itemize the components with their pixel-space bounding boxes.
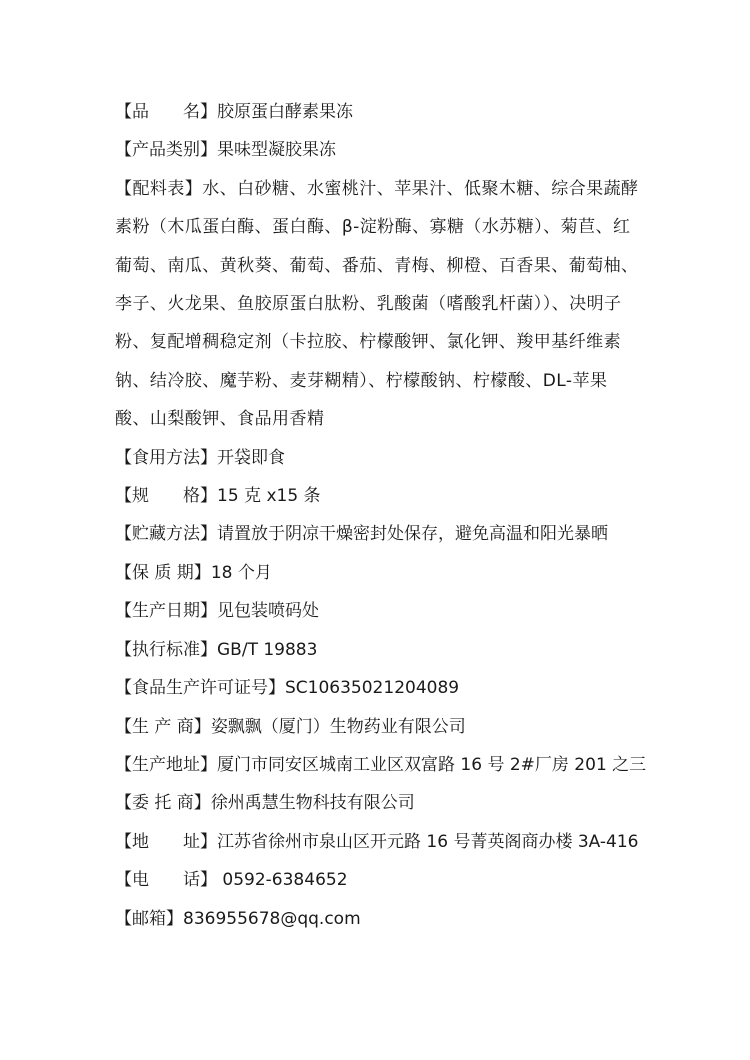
- field-product-name: [115, 93, 640, 131]
- field-label: 【贮藏方法】: [115, 524, 217, 545]
- field-label: 【邮箱】: [115, 908, 183, 929]
- field-value: GB/T 19883: [217, 639, 318, 660]
- field-usage: [115, 439, 640, 477]
- field-value: 果味型凝胶果冻: [217, 140, 336, 161]
- field-value: 姿飘飘（厦门）生物药业有限公司: [210, 716, 466, 737]
- field-label: 【生 产 商】: [115, 716, 211, 737]
- field-label: 【地 址】: [115, 831, 217, 852]
- field-value: 江苏省徐州市泉山区开元路 16 号菁英阁商办楼 3A-416: [217, 831, 639, 852]
- field-shelf-life: [115, 554, 640, 592]
- field-label: 【规 格】: [115, 486, 217, 507]
- field-value: 18 个月: [210, 562, 272, 583]
- product-label-document: [115, 93, 647, 938]
- field-label: 【保 质 期】: [115, 562, 211, 583]
- field-label: 【电 话】: [115, 870, 217, 891]
- field-value: 厦门市同安区城南工业区双富路 16 号 2#厂房 201 之三: [217, 754, 647, 775]
- field-value: 15 克 x15 条: [217, 486, 321, 507]
- field-label: 【委 托 商】: [115, 793, 211, 814]
- field-address: [115, 823, 640, 861]
- field-label: 【食品生产许可证号】: [115, 678, 285, 699]
- field-label: 【品 名】: [115, 102, 217, 122]
- field-production-address: [115, 746, 647, 784]
- field-value: 0592-6384652: [217, 870, 348, 891]
- field-value: 开袋即食: [217, 447, 285, 468]
- field-label: 【产品类别】: [115, 140, 217, 161]
- field-license-number: [115, 669, 640, 707]
- field-value: 请置放于阴凉干燥密封处保存，避免高温和阳光暴晒: [217, 524, 608, 545]
- field-value: SC10635021204089: [285, 678, 460, 699]
- field-storage: [115, 515, 640, 553]
- field-label: 【食用方法】: [115, 447, 217, 468]
- field-specification: [115, 477, 640, 515]
- field-production-date: [115, 592, 640, 630]
- field-label: 【生产地址】: [115, 754, 217, 775]
- field-label: 【配料表】: [115, 178, 203, 199]
- field-standard: [115, 631, 640, 669]
- field-phone: [115, 861, 640, 899]
- field-value: 水、白砂糖、水蜜桃汁、苹果汁、低聚木糖、综合果蔬酵素粉（木瓜蛋白酶、蛋白酶、β-淀粉酶、寡糖（水苏糖）、菊苣、红葡萄、南瓜、黄秋葵、葡萄、番茄、青梅、柳橙、百香果、葡萄柚、李子、火龙果、鱼胶原蛋白肽粉、乳酸菌（嗜酸乳杆菌））、决明子粉、复配增稠稳定剂（卡拉胶、柠檬酸钾、氯化钾、羧甲基纤维素钠、结冷胶、魔芋粉、麦芽糊精）、柠檬酸钠、柠檬酸、DL-苹果酸、山梨酸钾、食品用香精: [115, 178, 639, 430]
- field-ingredients: [115, 170, 640, 439]
- field-value: 胶原蛋白酵素果冻: [217, 102, 353, 122]
- field-client: [115, 784, 640, 822]
- field-label: 【执行标准】: [115, 639, 217, 660]
- field-value: 836955678@qq.com: [183, 908, 361, 929]
- field-value: 见包装喷码处: [217, 601, 319, 622]
- field-manufacturer: [115, 708, 640, 746]
- field-label: 【生产日期】: [115, 601, 217, 622]
- field-value: 徐州禹慧生物科技有限公司: [210, 793, 415, 814]
- field-product-category: [115, 131, 640, 169]
- field-email: [115, 900, 640, 938]
